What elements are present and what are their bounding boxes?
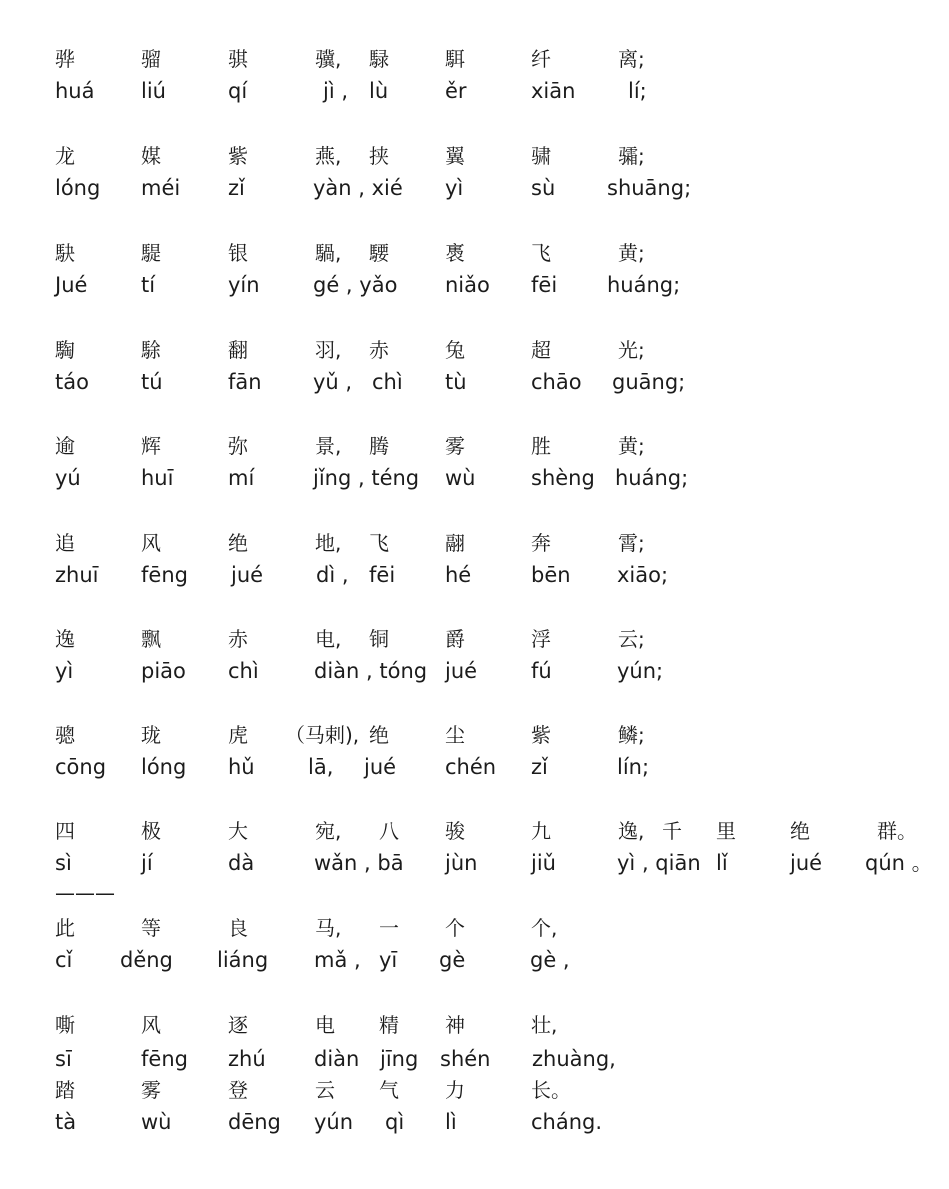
pinyin-word: guāng; xyxy=(612,370,686,394)
hanzi-word: 虎 xyxy=(228,723,248,747)
separator-dash: ——— xyxy=(55,881,115,905)
pinyin-word: lǐ xyxy=(716,851,728,875)
pinyin-word: dēng xyxy=(228,1110,281,1134)
pinyin-word: yín xyxy=(228,273,260,297)
pinyin-word: lóng xyxy=(141,755,187,779)
pinyin-word: ěr xyxy=(445,79,467,103)
pinyin-word: niǎo xyxy=(445,273,490,297)
hanzi-word: 紫 xyxy=(228,144,248,168)
pinyin-word: shén xyxy=(440,1047,491,1071)
pinyin-word: qún 。 xyxy=(865,851,933,875)
hanzi-word: 良 xyxy=(228,916,248,940)
pinyin-word: shuāng; xyxy=(607,176,692,200)
hanzi-word: 个, xyxy=(531,916,558,940)
hanzi-word: 逸, xyxy=(618,819,645,843)
hanzi-word: 尘 xyxy=(445,723,465,747)
hanzi-word: 此 xyxy=(55,916,75,940)
hanzi-word: 赤 xyxy=(228,627,248,651)
hanzi-word: 浮 xyxy=(531,627,551,651)
pinyin-word: hǔ xyxy=(228,755,255,779)
hanzi-word: 地, xyxy=(315,531,342,555)
pinyin-word: tà xyxy=(55,1110,77,1134)
pinyin-word: huáng; xyxy=(615,466,689,490)
pinyin-word: wù xyxy=(445,466,476,490)
pinyin-word: děng xyxy=(120,948,173,972)
hanzi-word: 翮 xyxy=(445,531,465,555)
hanzi-word: 景, xyxy=(315,434,342,458)
hanzi-word: 骦; xyxy=(618,144,645,168)
pinyin-word: qí xyxy=(228,79,248,103)
hanzi-word: 燕, xyxy=(315,144,342,168)
hanzi-word: 奔 xyxy=(531,531,551,555)
hanzi-word: 龙 xyxy=(55,144,75,168)
hanzi-word: 胜 xyxy=(531,434,551,458)
hanzi-word: 宛, xyxy=(315,819,342,843)
pinyin-word: liú xyxy=(141,79,166,103)
hanzi-word: 云 xyxy=(315,1078,335,1102)
pinyin-word: liáng xyxy=(217,948,269,972)
hanzi-word: 骝 xyxy=(141,47,161,71)
pinyin-word: jùn xyxy=(445,851,478,875)
hanzi-word: 电 xyxy=(315,1013,335,1037)
hanzi-word: 飘 xyxy=(141,627,161,651)
hanzi-word: 大 xyxy=(228,819,248,843)
hanzi-word: 九 xyxy=(531,819,551,843)
hanzi-word: 騧, xyxy=(315,241,342,265)
pinyin-word: lì xyxy=(445,1110,457,1134)
hanzi-word: 绝 xyxy=(228,531,248,555)
hanzi-word: 马, xyxy=(315,916,342,940)
pinyin-word: diàn xyxy=(314,1047,360,1071)
hanzi-word: （马剌), xyxy=(285,723,360,747)
pinyin-word: fēng xyxy=(141,1047,188,1071)
pinyin-word: lā, xyxy=(308,755,334,779)
hanzi-word: 精 xyxy=(379,1013,399,1037)
hanzi-word: 里 xyxy=(716,819,736,843)
pinyin-word: yú xyxy=(55,466,81,490)
pinyin-word: zhuī xyxy=(55,563,99,587)
pinyin-word: jiǔ xyxy=(531,851,556,875)
pinyin-word: mǎ , xyxy=(314,948,361,972)
pinyin-word: mí xyxy=(228,466,255,490)
pinyin-word: hé xyxy=(445,563,472,587)
hanzi-word: 八 xyxy=(379,819,399,843)
pinyin-word: jì , xyxy=(323,79,349,103)
pinyin-word: jīng xyxy=(380,1047,419,1071)
hanzi-word: 駼 xyxy=(141,338,161,362)
hanzi-word: 雾 xyxy=(141,1078,161,1102)
hanzi-word: 超 xyxy=(531,338,551,362)
pinyin-word: yǔ , xyxy=(313,370,353,394)
hanzi-word: 骅 xyxy=(55,47,75,71)
pinyin-word: fān xyxy=(228,370,262,394)
hanzi-word: 踏 xyxy=(55,1078,75,1102)
pinyin-word: xiān xyxy=(531,79,576,103)
pinyin-word: sī xyxy=(55,1047,72,1071)
hanzi-word: 翻 xyxy=(228,338,248,362)
pinyin-word: chāo xyxy=(531,370,582,394)
pinyin-word: yàn , xié xyxy=(313,176,403,200)
pinyin-word: zǐ xyxy=(228,176,245,200)
pinyin-word: xiāo; xyxy=(617,563,669,587)
hanzi-word: 紫 xyxy=(531,723,551,747)
pinyin-word: sù xyxy=(531,176,556,200)
pinyin-word: bēn xyxy=(531,563,571,587)
hanzi-word: 赤 xyxy=(369,338,389,362)
hanzi-word: 兔 xyxy=(445,338,465,362)
hanzi-word: 嘶 xyxy=(55,1013,75,1037)
pinyin-word: jué xyxy=(445,659,478,683)
pinyin-word: lín; xyxy=(617,755,650,779)
pinyin-word: piāo xyxy=(141,659,186,683)
pinyin-word: wǎn , bā xyxy=(314,851,404,875)
hanzi-word: 骏 xyxy=(445,819,465,843)
hanzi-word: 长。 xyxy=(531,1078,571,1102)
hanzi-word: 逐 xyxy=(228,1013,248,1037)
pinyin-word: yì , qiān xyxy=(617,851,701,875)
hanzi-word: 绝 xyxy=(369,723,389,747)
pinyin-word: yī xyxy=(379,948,398,972)
pinyin-word: jí xyxy=(141,851,153,875)
hanzi-word: 珑 xyxy=(141,723,161,747)
hanzi-word: 骐 xyxy=(228,47,248,71)
pinyin-word: diàn , tóng xyxy=(314,659,428,683)
pinyin-word: tù xyxy=(445,370,467,394)
hanzi-word: 风 xyxy=(141,531,161,555)
pinyin-word: fēi xyxy=(531,273,558,297)
pinyin-word: sì xyxy=(55,851,72,875)
pinyin-word: cǐ xyxy=(55,948,73,972)
pinyin-word: dì , xyxy=(316,563,349,587)
hanzi-word: 弥 xyxy=(228,434,248,458)
pinyin-word: chén xyxy=(445,755,497,779)
pinyin-word: méi xyxy=(141,176,181,200)
hanzi-word: 银 xyxy=(228,241,248,265)
hanzi-word: 挟 xyxy=(369,144,389,168)
pinyin-word: zhú xyxy=(228,1047,266,1071)
hanzi-word: 辉 xyxy=(141,434,161,458)
pinyin-word: huá xyxy=(55,79,95,103)
hanzi-word: 四 xyxy=(55,819,75,843)
hanzi-word: 风 xyxy=(141,1013,161,1037)
pinyin-word: jǐng , téng xyxy=(313,466,420,490)
pinyin-word: dà xyxy=(228,851,255,875)
pinyin-word: lóng xyxy=(55,176,101,200)
pinyin-word: huáng; xyxy=(607,273,681,297)
pinyin-word: wù xyxy=(141,1110,172,1134)
hanzi-word: 一 xyxy=(379,916,399,940)
pinyin-word: huī xyxy=(141,466,174,490)
hanzi-word: 电, xyxy=(315,627,342,651)
pinyin-word: yì xyxy=(55,659,74,683)
pinyin-word: chì xyxy=(228,659,259,683)
hanzi-word: 褭 xyxy=(445,241,465,265)
hanzi-word: 等 xyxy=(141,916,161,940)
hanzi-word: 翼 xyxy=(445,144,465,168)
pinyin-word: fú xyxy=(531,659,552,683)
hanzi-word: 骢 xyxy=(55,723,75,747)
hanzi-word: 神 xyxy=(445,1013,465,1037)
hanzi-word: 绝 xyxy=(790,819,810,843)
hanzi-word: 追 xyxy=(55,531,75,555)
pinyin-word: gè xyxy=(439,948,466,972)
hanzi-word: 骕 xyxy=(531,144,551,168)
hanzi-word: 纤 xyxy=(531,47,551,71)
hanzi-word: 飞 xyxy=(531,241,551,265)
hanzi-word: 鳞; xyxy=(618,723,645,747)
pinyin-word: yún; xyxy=(617,659,664,683)
hanzi-word: 离; xyxy=(618,47,645,71)
hanzi-word: 骥, xyxy=(315,47,342,71)
hanzi-word: 飞 xyxy=(369,531,389,555)
hanzi-word: 黄; xyxy=(618,434,645,458)
hanzi-word: 光; xyxy=(618,338,645,362)
hanzi-word: 雾 xyxy=(445,434,465,458)
pinyin-word: jué xyxy=(790,851,823,875)
pinyin-word: lí; xyxy=(628,79,647,103)
pinyin-word: táo xyxy=(55,370,89,394)
pinyin-word: zǐ xyxy=(531,755,548,779)
hanzi-word: 駬 xyxy=(445,47,465,71)
hanzi-word: 羽, xyxy=(315,338,342,362)
pinyin-word: chì xyxy=(372,370,403,394)
hanzi-word: 駃 xyxy=(55,241,75,265)
hanzi-word: 媒 xyxy=(141,144,161,168)
pinyin-word: cōng xyxy=(55,755,107,779)
pinyin-word: cháng. xyxy=(531,1110,603,1134)
hanzi-word: 騄 xyxy=(369,47,389,71)
pinyin-word: gé , yǎo xyxy=(313,273,398,297)
hanzi-word: 騠 xyxy=(141,241,161,265)
hanzi-word: 腾 xyxy=(369,434,389,458)
hanzi-word: 力 xyxy=(445,1078,465,1102)
hanzi-word: 壮, xyxy=(531,1013,558,1037)
hanzi-word: 爵 xyxy=(445,627,465,651)
pinyin-word: fēng xyxy=(141,563,188,587)
pinyin-word: yì xyxy=(445,176,464,200)
pinyin-word: gè , xyxy=(530,948,570,972)
pinyin-word: lù xyxy=(369,79,389,103)
hanzi-word: 个 xyxy=(445,916,465,940)
pinyin-word: tí xyxy=(141,273,156,297)
pinyin-word: shèng xyxy=(531,466,595,490)
hanzi-word: 霄; xyxy=(618,531,645,555)
pinyin-word: tú xyxy=(141,370,163,394)
pinyin-word: fēi xyxy=(369,563,396,587)
hanzi-word: 极 xyxy=(141,819,161,843)
hanzi-word: 云; xyxy=(618,627,645,651)
hanzi-word: 騕 xyxy=(369,241,389,265)
hanzi-word: 千 xyxy=(662,819,682,843)
hanzi-word: 登 xyxy=(228,1078,248,1102)
hanzi-word: 铜 xyxy=(369,627,389,651)
hanzi-word: 逸 xyxy=(55,627,75,651)
pinyin-word: zhuàng, xyxy=(532,1047,616,1071)
pinyin-word: yún xyxy=(314,1110,354,1134)
pinyin-word: Jué xyxy=(55,273,88,297)
hanzi-word: 气 xyxy=(379,1078,399,1102)
pinyin-word: qì xyxy=(385,1110,405,1134)
hanzi-word: 騊 xyxy=(55,338,75,362)
pinyin-word: jué xyxy=(231,563,264,587)
hanzi-word: 逾 xyxy=(55,434,75,458)
hanzi-word: 黄; xyxy=(618,241,645,265)
pinyin-word: jué xyxy=(364,755,397,779)
hanzi-word: 群。 xyxy=(877,819,917,843)
